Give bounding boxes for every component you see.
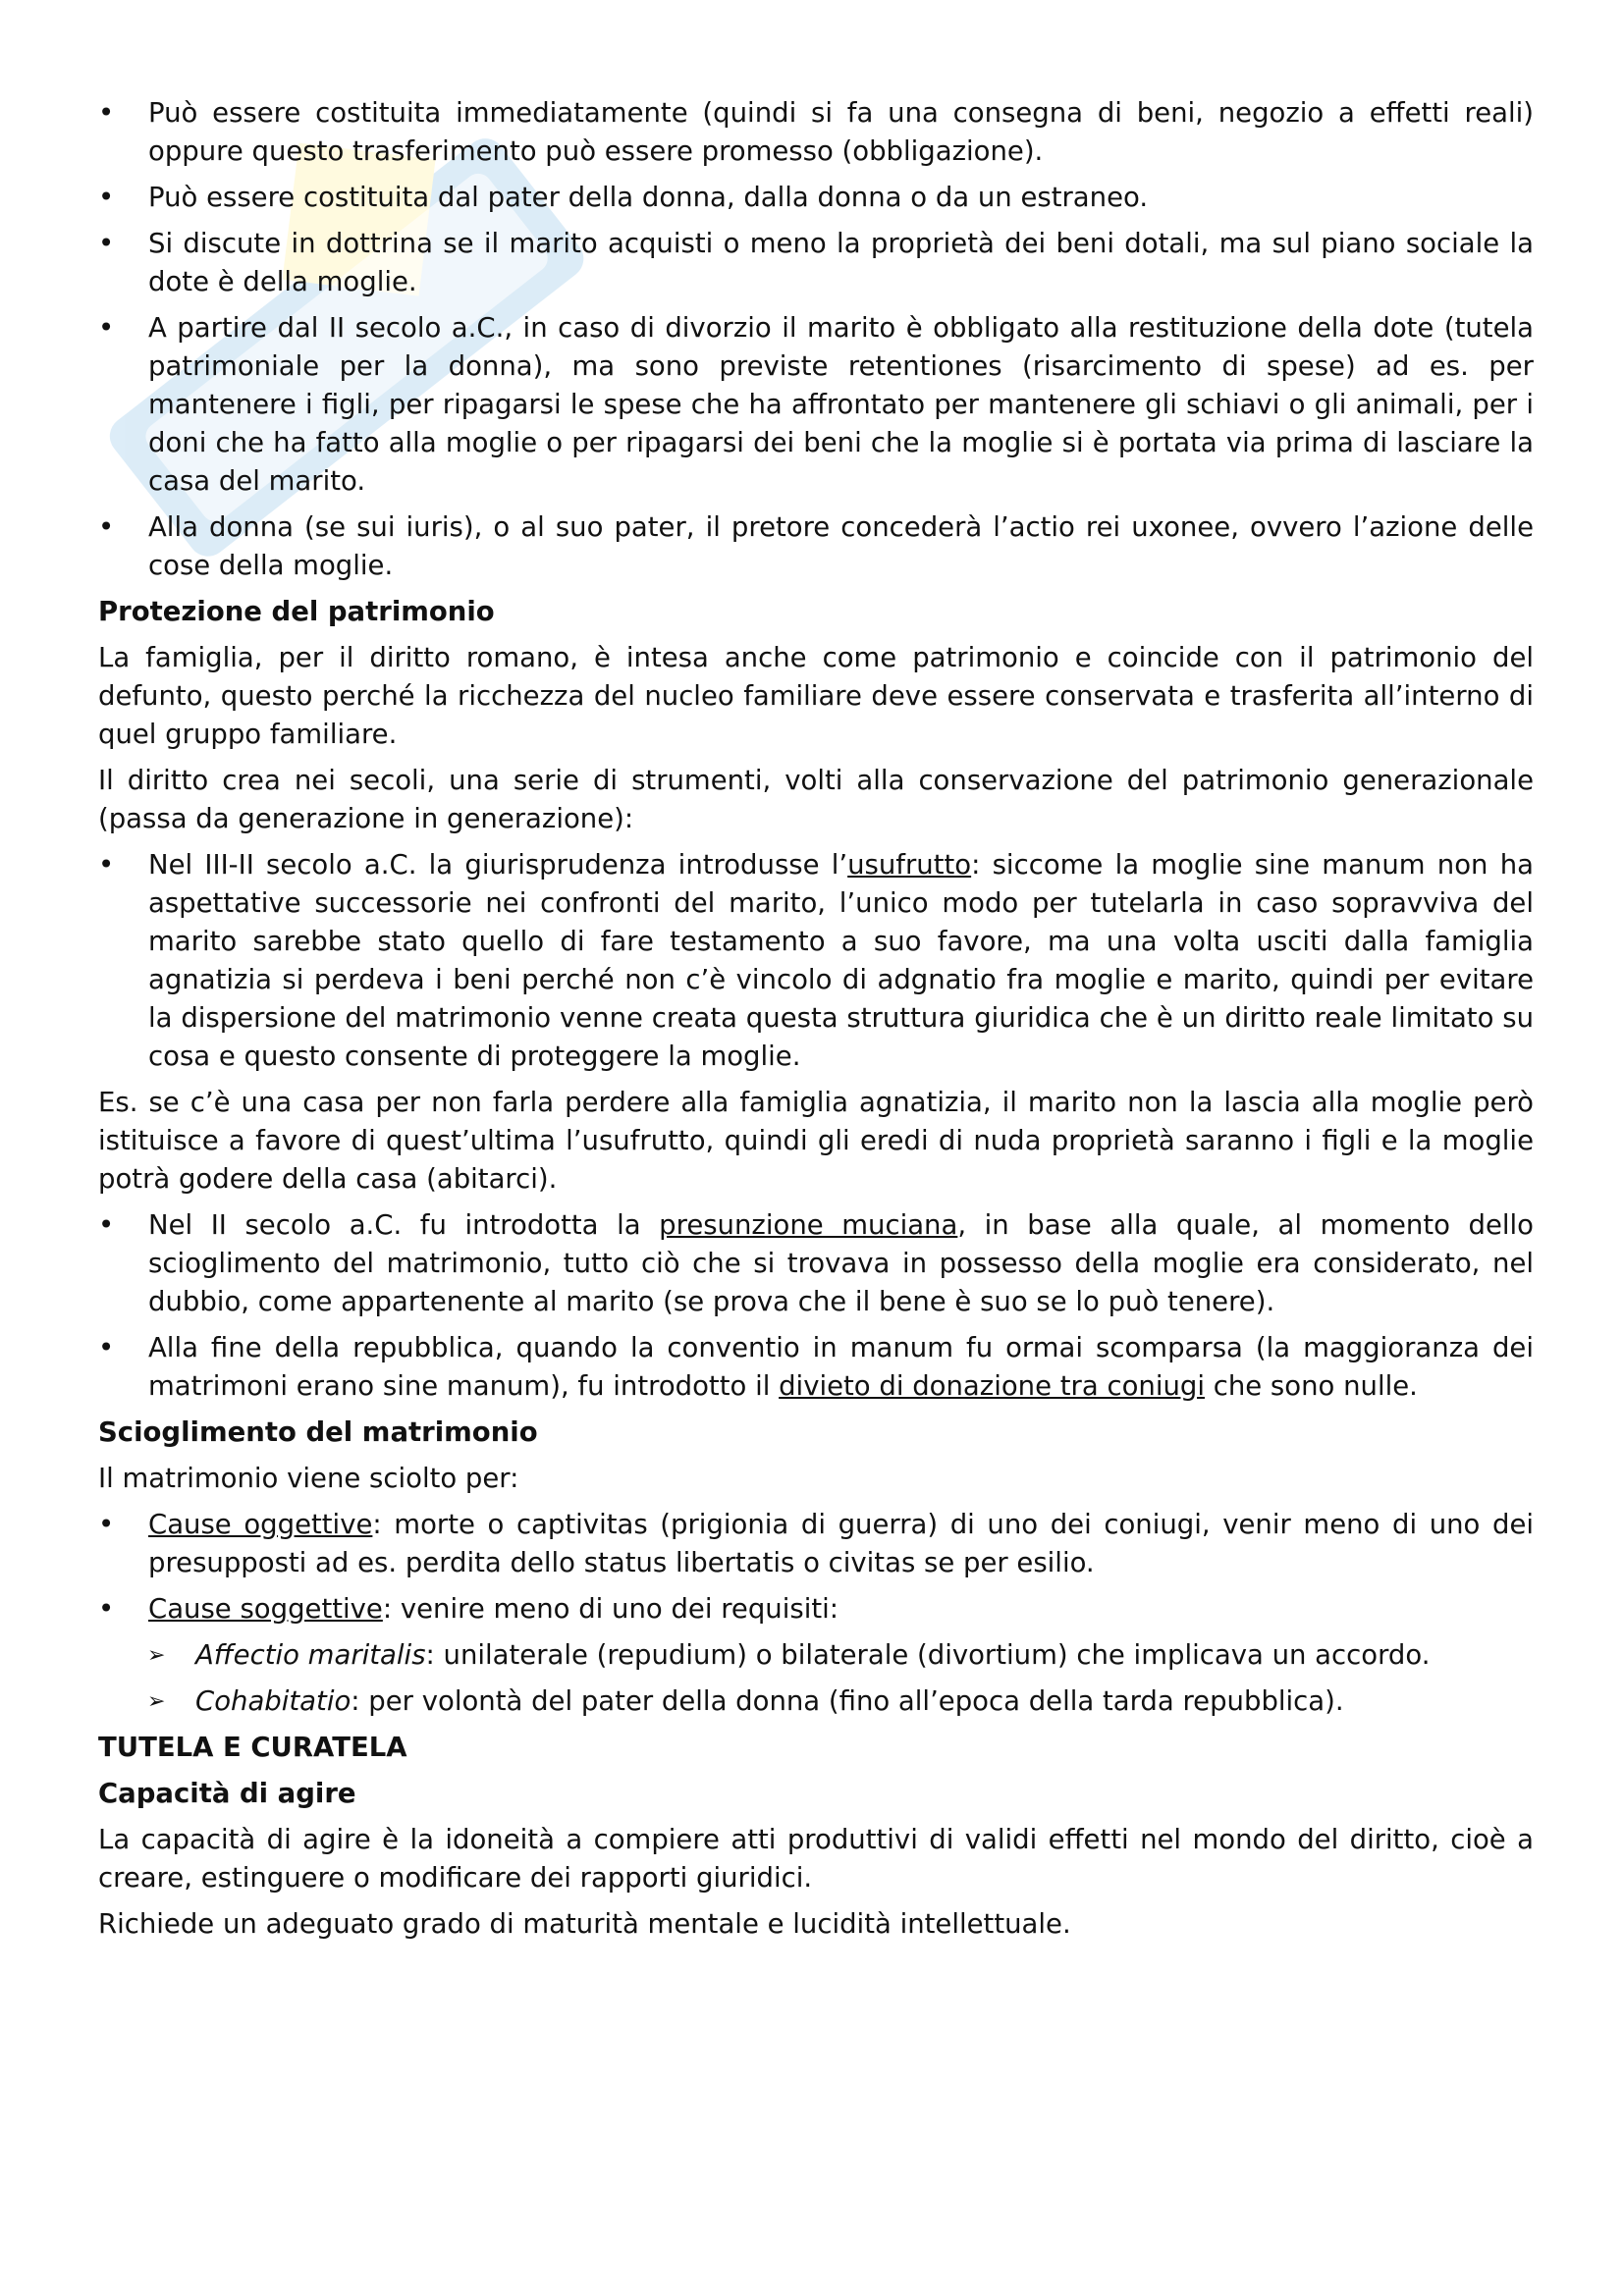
section-heading: Capacità di agire: [98, 1778, 356, 1809]
list-item: [98, 1506, 1534, 1582]
document-page: [98, 94, 1534, 1951]
text: che sono nulle.: [1204, 1370, 1418, 1402]
term: presunzione muciana: [659, 1209, 958, 1241]
term: usufrutto: [847, 849, 972, 881]
text: Alla fine della repubblica, quando la conventio in manum fu ormai scomparsa (la maggioranza dei matrimoni erano sine manum), fu introdotto il: [148, 1332, 1534, 1402]
text: : per volontà del pater della donna (fino all’epoca della tarda repubblica).: [351, 1685, 1344, 1717]
protezione-list-2: [98, 1206, 1534, 1406]
list-item: • Può essere costituita immediatamente (quindi si fa una consegna di beni, negozio a effetti reali) oppure questo trasferimento può essere promesso (obbligazione).: [98, 94, 1534, 171]
list-item: • Può essere costituita dal pater della donna, dalla donna o da un estraneo.: [98, 179, 1534, 217]
term: divieto di donazione tra coniugi: [779, 1370, 1205, 1402]
paragraph: Il diritto crea nei secoli, una serie di strumenti, volti alla conservazione del patrimonio generazionale (passa da generazione in generazione):: [98, 765, 1534, 834]
paragraph: Richiede un adeguato grado di maturità mentale e lucidità intellettuale.: [98, 1908, 1071, 1940]
list-item: [98, 846, 1534, 1076]
list-item: • Alla donna (se sui iuris), o al suo pater, il pretore concederà l’actio rei uxonee, ovvero l’azione delle cose della moglie.: [98, 508, 1534, 585]
text: Nel II secolo a.C. fu introdotta la: [148, 1209, 660, 1241]
example-paragraph: Es. se c’è una casa per non farla perdere alla famiglia agnatizia, il marito non la lascia alla moglie però istituisce a favore di quest’ultima l’usufrutto, quindi gli eredi di nuda proprietà saranno i figli e la moglie potrà godere della casa (abitarci).: [98, 1087, 1534, 1195]
term: Affectio maritalis: [195, 1639, 426, 1671]
paragraph: La capacità di agire è la idoneità a compiere atti produttivi di validi effetti nel mondo del diritto, cioè a creare, estinguere o modificare dei rapporti giuridici.: [98, 1824, 1534, 1894]
section-heading: Protezione del patrimonio: [98, 596, 495, 627]
text: , in base alla quale, al momento dello scioglimento del matrimonio, tutto ciò che si trovava in possesso della moglie era considerato, nel dubbio, come appartenente al marito (se prova che il bene è suo se lo può tenere).: [148, 1209, 1534, 1317]
text: : morte o captivitas (prigionia di guerra) di uno dei coniugi, venir meno di uno dei presupposti ad es. perdita dello status libertatis o civitas se per esilio.: [148, 1509, 1535, 1578]
list-item: [98, 1206, 1534, 1321]
text: : unilaterale (repudium) o bilaterale (divortium) che implicava un accordo.: [425, 1639, 1431, 1671]
paragraph: La famiglia, per il diritto romano, è intesa anche come patrimonio e coincide con il patrimonio del defunto, questo perché la ricchezza del nucleo familiare deve essere conservata e trasferita all’interno di quel gruppo familiare.: [98, 642, 1534, 750]
list-item: [98, 1329, 1534, 1406]
sub-list: [98, 1636, 1534, 1721]
text: Nel III-II secolo a.C. la giurisprudenza introdusse l’: [148, 849, 848, 881]
term: Cohabitatio: [195, 1685, 352, 1717]
term: Cause soggettive: [148, 1593, 383, 1625]
term: Cause oggettive: [148, 1509, 373, 1540]
dote-list: [98, 94, 1534, 585]
section-heading: Scioglimento del matrimonio: [98, 1416, 538, 1448]
chapter-heading: TUTELA E CURATELA: [98, 1732, 407, 1763]
paragraph: Il matrimonio viene sciolto per:: [98, 1463, 519, 1494]
list-item: • A partire dal II secolo a.C., in caso di divorzio il marito è obbligato alla restituzione della dote (tutela patrimoniale per la donna), ma sono previste retentiones (risarcimento di spese) ad es. per mantenere i figli, per ripagarsi le spese che ha affrontato per mantenere gli schiavi o gli animali, per i doni che ha fatto alla moglie o per ripagarsi dei beni che la moglie si è portata via prima di lasciare la casa del marito.: [98, 309, 1534, 501]
list-item: [98, 1590, 1534, 1629]
scioglimento-list: [98, 1506, 1534, 1629]
protezione-list: [98, 846, 1534, 1076]
sub-list-item: [98, 1636, 1534, 1675]
text: : siccome la moglie sine manum non ha aspettative successorie nei confronti del marito, l’unico modo per tutelarla in caso sopravviva del marito sarebbe stato quello di fare testamento a suo favore, ma una volta usciti dalla famiglia agnatizia si perdeva i beni perché non c’è vincolo di adgnatio fra moglie e marito, quindi per evitare la dispersione del matrimonio venne creata questa struttura giuridica che è un diritto reale limitato su cosa e questo consente di proteggere la moglie.: [148, 849, 1534, 1072]
list-item: • Si discute in dottrina se il marito acquisti o meno la proprietà dei beni dotali, ma sul piano sociale la dote è della moglie.: [98, 225, 1534, 301]
sub-list-item: [98, 1682, 1534, 1721]
text: : venire meno di uno dei requisiti:: [382, 1593, 839, 1625]
